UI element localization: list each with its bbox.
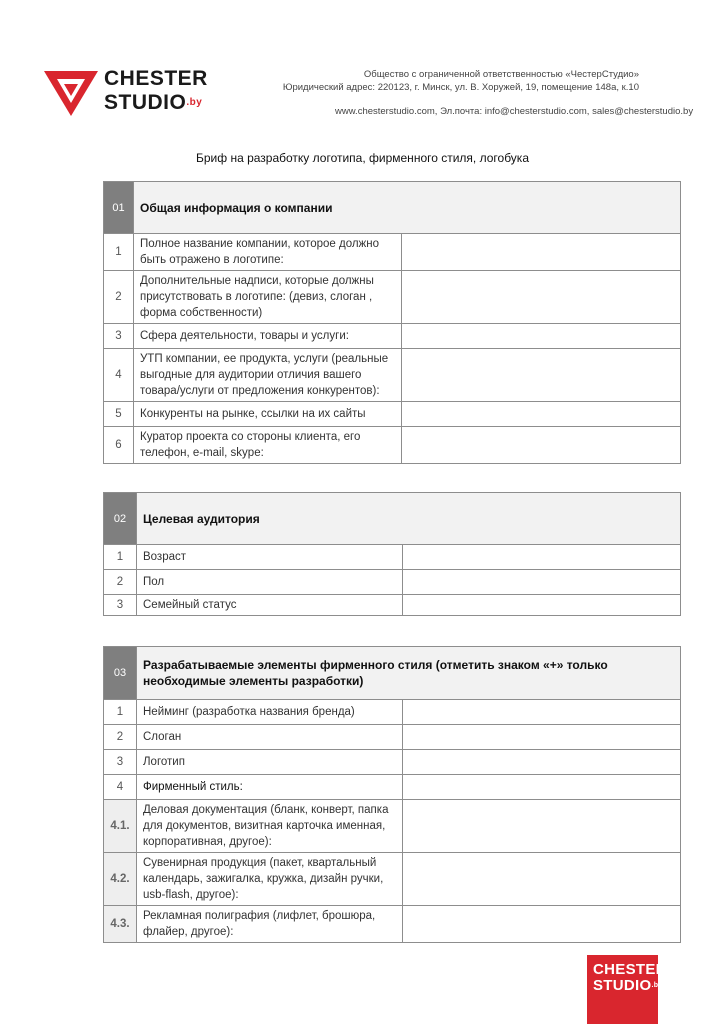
section-02-table bbox=[103, 492, 681, 616]
row-number: 3 bbox=[104, 595, 137, 616]
table-row bbox=[104, 725, 681, 750]
row-number: 1 bbox=[104, 700, 137, 725]
row-number: 5 bbox=[104, 402, 134, 427]
company-contacts: www.chesterstudio.com, Эл.почта: info@chesterstudio.com, sales@chesterstudio.by bbox=[335, 106, 694, 117]
answer-field[interactable] bbox=[403, 775, 681, 800]
logo-wordmark bbox=[104, 67, 208, 115]
footer-logo-line-1: CHESTER bbox=[593, 961, 667, 978]
row-number: 1 bbox=[104, 234, 134, 271]
table-row bbox=[104, 324, 681, 349]
table-row bbox=[104, 906, 681, 943]
section-title: Целевая аудитория bbox=[137, 493, 681, 545]
section-03-table bbox=[103, 646, 681, 943]
section-number: 03 bbox=[104, 647, 137, 700]
row-number: 3 bbox=[104, 750, 137, 775]
answer-field[interactable] bbox=[403, 570, 681, 595]
table-row bbox=[104, 700, 681, 725]
table-row bbox=[104, 402, 681, 427]
row-label: Сувенирная продукция (пакет, квартальный календарь, зажигалка, кружка, дизайн ручки, usb-flash, другое): bbox=[137, 853, 403, 906]
table-row bbox=[104, 349, 681, 402]
row-label: Конкуренты на рынке, ссылки на их сайты bbox=[134, 402, 402, 427]
row-number: 2 bbox=[104, 271, 134, 324]
row-number: 3 bbox=[104, 324, 134, 349]
section-01-table bbox=[103, 181, 681, 464]
row-label: Нейминг (разработка названия бренда) bbox=[137, 700, 403, 725]
footer-wordmark bbox=[593, 962, 667, 994]
row-label: Логотип bbox=[137, 750, 403, 775]
table-row bbox=[104, 750, 681, 775]
company-info bbox=[283, 68, 639, 94]
answer-field[interactable] bbox=[403, 906, 681, 943]
row-label: Дополнительные надписи, которые должны присутствовать в логотипе: (девиз, слоган , форма собственности) bbox=[134, 271, 402, 324]
logo-line-2: STUDIO bbox=[104, 91, 187, 114]
footer-logo bbox=[587, 955, 667, 1024]
row-number: 4.1. bbox=[104, 800, 137, 853]
answer-field[interactable] bbox=[403, 853, 681, 906]
row-label: Пол bbox=[137, 570, 403, 595]
answer-field[interactable] bbox=[403, 700, 681, 725]
footer-logo-line-2: STUDIO bbox=[593, 977, 652, 994]
logo-suffix: .by bbox=[186, 97, 203, 108]
row-label: Рекламная полиграфия (лифлет, брошюра, флайер, другое): bbox=[137, 906, 403, 943]
answer-field[interactable] bbox=[402, 271, 681, 324]
row-number: 6 bbox=[104, 427, 134, 464]
answer-field[interactable] bbox=[403, 595, 681, 616]
table-row bbox=[104, 234, 681, 271]
answer-field[interactable] bbox=[402, 427, 681, 464]
table-row bbox=[104, 853, 681, 906]
table-row bbox=[104, 271, 681, 324]
section-number: 02 bbox=[104, 493, 137, 545]
table-row bbox=[104, 570, 681, 595]
answer-field[interactable] bbox=[403, 725, 681, 750]
row-number: 4.3. bbox=[104, 906, 137, 943]
table-row bbox=[104, 595, 681, 616]
row-label: Семейный статус bbox=[137, 595, 403, 616]
logo-line-1: CHESTER bbox=[104, 67, 208, 90]
brand-logo bbox=[44, 67, 208, 121]
row-label: Фирменный стиль: bbox=[137, 775, 403, 800]
row-label: Деловая документация (бланк, конверт, папка для документов, визитная карточка именная, корпоративная, другое): bbox=[137, 800, 403, 853]
table-row bbox=[104, 800, 681, 853]
answer-field[interactable] bbox=[403, 545, 681, 570]
answer-field[interactable] bbox=[403, 750, 681, 775]
row-number: 2 bbox=[104, 570, 137, 595]
table-row bbox=[104, 775, 681, 800]
row-label: Куратор проекта со стороны клиента, его телефон, e-mail, skype: bbox=[134, 427, 402, 464]
answer-field[interactable] bbox=[402, 324, 681, 349]
table-row bbox=[104, 427, 681, 464]
footer-logo-suffix: .by bbox=[651, 982, 663, 989]
section-number: 01 bbox=[104, 182, 134, 234]
row-number: 4.2. bbox=[104, 853, 137, 906]
row-number: 1 bbox=[104, 545, 137, 570]
answer-field[interactable] bbox=[403, 800, 681, 853]
row-label: Сфера деятельности, товары и услуги: bbox=[134, 324, 402, 349]
answer-field[interactable] bbox=[402, 349, 681, 402]
company-name: Общество с ограниченной ответственностью «ЧестерСтудио» bbox=[363, 69, 639, 80]
section-title: Общая информация о компании bbox=[134, 182, 681, 234]
row-label: УТП компании, ее продукта, услуги (реальные выгодные для аудитории отличия вашего товара/услуги от предложения конкурентов): bbox=[134, 349, 402, 402]
answer-field[interactable] bbox=[402, 402, 681, 427]
row-label: Полное название компании, которое должно быть отражено в логотипе: bbox=[134, 234, 402, 271]
row-label: Возраст bbox=[137, 545, 403, 570]
table-row bbox=[104, 545, 681, 570]
logo-mark-icon bbox=[44, 69, 98, 117]
document-title: Бриф на разработку логотипа, фирменного стиля, логобука bbox=[195, 151, 529, 165]
row-number: 4 bbox=[104, 775, 137, 800]
row-number: 2 bbox=[104, 725, 137, 750]
section-title: Разрабатываемые элементы фирменного стиля (отметить знаком «+» только необходимые элементы разработки) bbox=[137, 647, 681, 700]
row-number: 4 bbox=[104, 349, 134, 402]
answer-field[interactable] bbox=[402, 234, 681, 271]
row-label: Слоган bbox=[137, 725, 403, 750]
company-address: Юридический адрес: 220123, г. Минск, ул. В. Хоружей, 19, помещение 148а, к.10 bbox=[282, 82, 639, 93]
